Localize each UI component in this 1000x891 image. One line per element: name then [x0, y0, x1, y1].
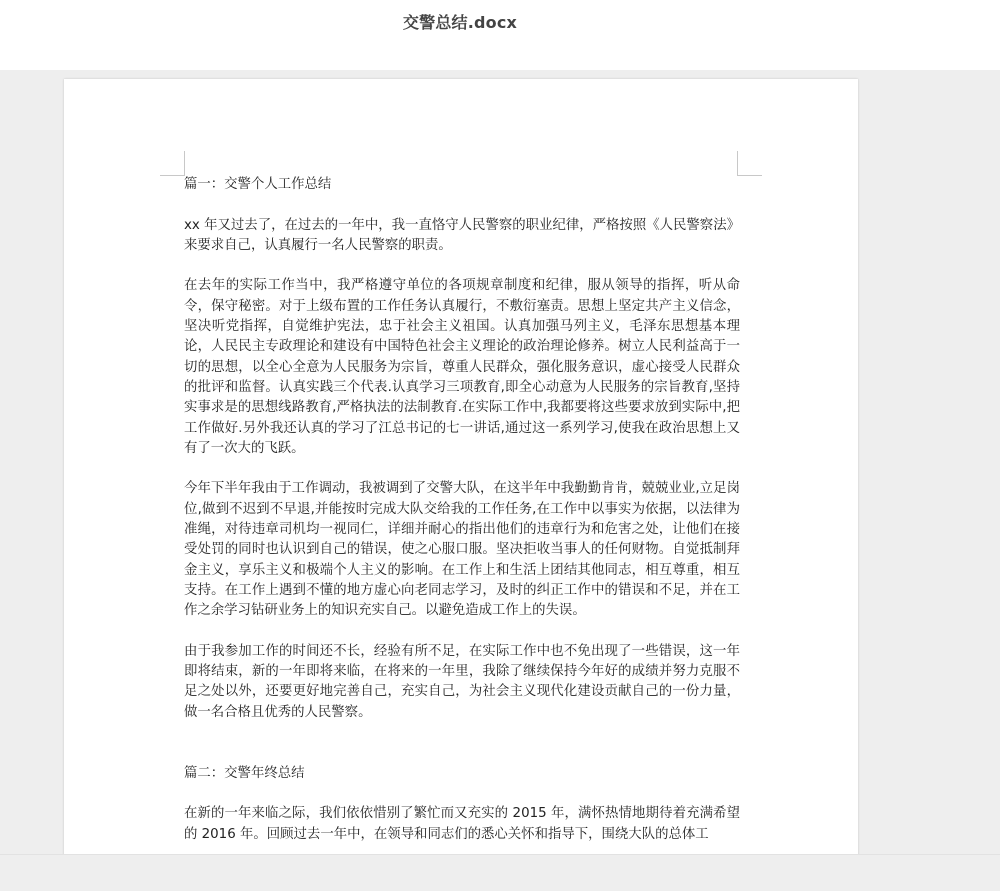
paragraph: xx 年又过去了，在过去的一年中，我一直恪守人民警察的职业纪律，严格按照《人民警察法》来要求自己，认真履行一名人民警察的职责。	[184, 217, 740, 253]
margin-corner-top-right	[737, 151, 762, 176]
title-bar	[0, 0, 1000, 70]
bottom-bar	[0, 854, 1000, 891]
section-heading: 篇一：交警个人工作总结	[184, 177, 332, 192]
document-title: 交警总结.docx	[402, 13, 518, 32]
margin-corner-top-left	[160, 151, 185, 176]
section-gap	[184, 743, 740, 763]
document-viewer[interactable]	[0, 70, 1000, 854]
paragraph: 在新的一年来临之际，我们依依惜别了繁忙而又充实的 2015 年，满怀热情地期待着充满希望的 2016 年。回顾过去一年中，在领导和同志们的悉心关怀和指导下，围绕大队的总体工	[184, 806, 740, 842]
paragraph: 在去年的实际工作当中，我严格遵守单位的各项规章制度和纪律，服从领导的指挥，听从命令，保守秘密。对于上级布置的工作任务认真履行，不敷衍塞责。思想上坚定共产主义信念，坚决听党指挥，自觉维护宪法，忠于社会主义祖国。认真加强马列主义，毛泽东思想基本理论，人民民主专政理论和建设有中国特色社会主义理论的政治理论修养。树立人民利益高于一切的思想，以全心全意为人民服务为宗旨，尊重人民群众，强化服务意识，虚心接受人民群众的批评和监督。认真实践三个代表.认真学习三项教育,即全心动意为人民服务的宗旨教育,坚持实事求是的思想线路教育,严格执法的法制教育.在实际工作中,我都要将这些要求放到实际中,把工作做好.另外我还认真的学习了江总书记的七一讲话,通过这一系列学习,使我在政治思想上又有了一次大的飞跃。	[184, 278, 740, 456]
paragraph: 由于我参加工作的时间还不长，经验有所不足，在实际工作中也不免出现了一些错误，这一年即将结束，新的一年即将来临，在将来的一年里，我除了继续保持今年好的成绩并努力克服不足之处以外，还要更好地完善自己，充实自己，为社会主义现代化建设贡献自己的一份力量，做一名合格且优秀的人民警察。	[184, 643, 740, 720]
paragraph: 今年下半年我由于工作调动，我被调到了交警大队，在这半年中我勤勤肯肯，兢兢业业,立足岗位,做到不迟到不早退,并能按时完成大队交给我的工作任务,在工作中以事实为依据，以法律为准绳，对待违章司机均一视同仁，详细并耐心的指出他们的违章行为和危害之处，让他们在接受处罚的同时也认识到自己的错误，使之心服口服。坚决拒收当事人的任何财物。自觉抵制拜金主义，享乐主义和极端个人主义的影响。在工作上和生活上团结其他同志，相互尊重，相互支持。在工作上遇到不懂的地方虚心向老同志学习，及时的纠正工作中的错误和不足，并在工作之余学习钻研业务上的知识充实自己。以避免造成工作上的失误。	[184, 481, 740, 619]
document-body	[184, 175, 740, 854]
document-page	[64, 79, 858, 854]
section-heading: 篇二：交警年终总结	[184, 765, 305, 781]
